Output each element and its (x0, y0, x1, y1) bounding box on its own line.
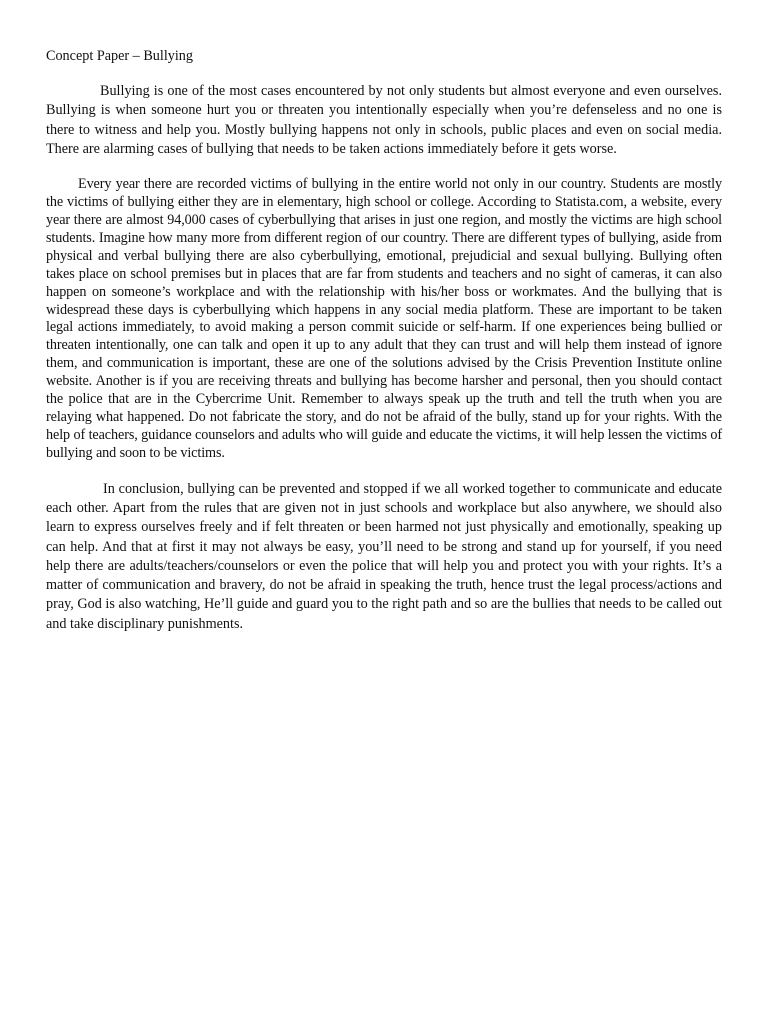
paragraph-introduction: Bullying is one of the most cases encountered by not only students but almost everyone and even ourselves. Bullying is when someone hurt you or threaten you intentionally especially when you’re defenseless and no one is there to witness and help you. Mostly bullying happens not only in schools, public places and even on social media. There are alarming cases of bullying that needs to be taken actions immediately before it gets worse. (46, 83, 722, 157)
document-title: Concept Paper – Bullying (46, 48, 193, 64)
paragraph-conclusion: In conclusion, bullying can be prevented and stopped if we all worked together to communicate and educate each other. Apart from the rules that are given not in just schools and workplace but also anywhere, we should also learn to express ourselves freely and if felt threaten or been harmed not just physically and emotionally, speaking up can help. And that at first it may not always be easy, you’ll need to be strong and stand up for yourself, if you need help there are adults/teachers/counselors or even the police that will help you and protect you with your rights. It’s a matter of communication and bravery, do not be afraid in speaking the truth, hence trust the legal process/actions and pray, God is also watching, He’ll guide and guard you to the right path and so are the bullies that needs to be called out and take disciplinary punishments. (46, 480, 722, 632)
paragraph-body: Every year there are recorded victims of bullying in the entire world not only in our country. Students are mostly the victims of bullying either they are in elementary, high school or college. According to Statista.com, a website, every year there are almost 94,000 cases of cyberbullying that arises in just one region, and mostly the victims are high school students. Imagine how many more from different region of our country. There are different types of bullying, aside from physical and verbal bullying there are also cyberbullying, emotional, prejudicial and sexual bullying. Bullying often takes place on school premises but in places that are far from students and teachers and no sight of cameras, it can also happen on someone’s workplace and with the relationship with his/her boss or workmates. And the bullying that is widespread these days is cyberbullying which happens in any social media platform. These are important to be taken legal actions immediately, to avoid making a person commit suicide or self-harm. If one experiences being bullied or threaten intentionally, one can talk and open it up to any adult that they can trust and will help them instead of ignore them, and communication is important, these are one of the solutions advised by the Crisis Prevention Institute online website. Another is if you are receiving threats and bullying has become harsher and personal, then you should contact the police that are in the Cybercrime Unit. Remember to always speak up the truth and tell the truth when you are relaying what happened. Do not fabricate the story, and do not be afraid of the bully, stand up for your rights. With the help of teachers, guidance counselors and adults who will guide and educate the victims, it will help lessen the victims of bullying and soon to be victims. (46, 176, 722, 461)
document-page (46, 47, 722, 634)
